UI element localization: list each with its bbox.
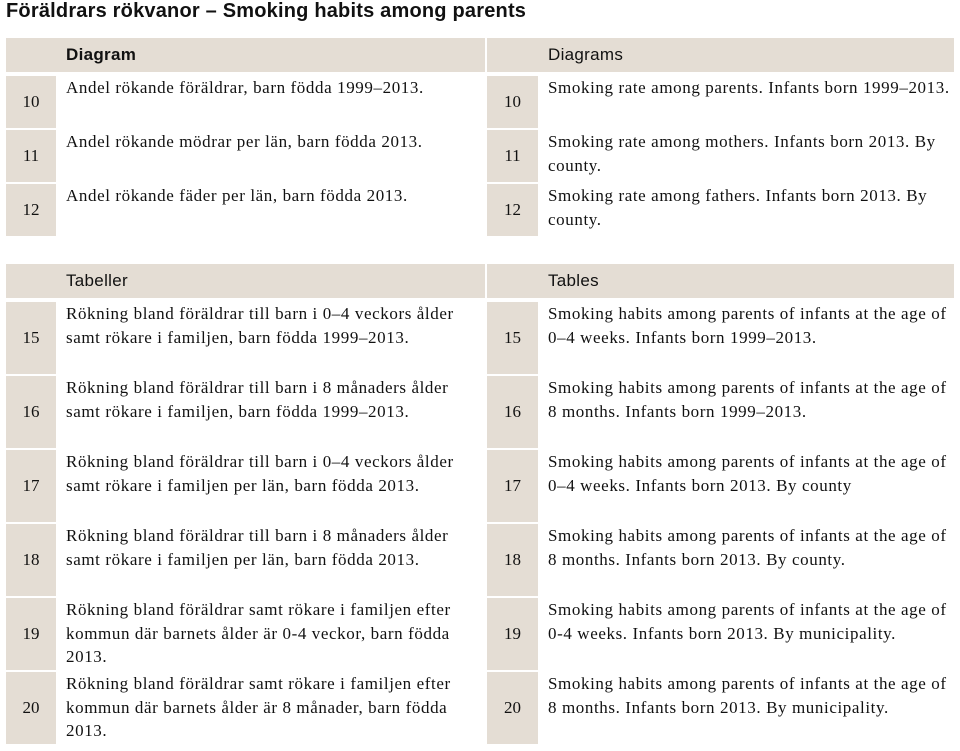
diagram-number-sv: 11 [6, 129, 56, 183]
table-title-en: Smoking habits among parents of infants at the age of 0–4 weeks. Infants born 2013. By county [538, 449, 954, 523]
table-title-en: Smoking habits among parents of infants at the age of 8 months. Infants born 2013. By county. [538, 523, 954, 597]
diagram-number-sv: 12 [6, 183, 56, 237]
diagrams-list [6, 38, 954, 238]
diagram-title-sv: Andel rökande fäder per län, barn födda 2013. [56, 183, 486, 237]
diagram-row [6, 129, 954, 183]
diagram-number-sv: 10 [6, 74, 56, 129]
diagram-title-sv: Andel rökande mödrar per län, barn födda 2013. [56, 129, 486, 183]
diagram-title-sv: Andel rökande föräldrar, barn födda 1999–2013. [56, 74, 486, 129]
header-number-cell [486, 264, 538, 300]
diagram-number-en: 11 [486, 129, 538, 183]
diagram-title-en: Smoking rate among fathers. Infants born 2013. By county. [538, 183, 954, 237]
header-number-cell [486, 38, 538, 74]
table-row [6, 597, 954, 671]
table-row [6, 671, 954, 745]
diagram-row [6, 74, 954, 129]
table-title-sv: Rökning bland föräldrar till barn i 0–4 veckors ålder samt rökare i familjen, barn födda 1999–2013. [56, 300, 486, 375]
diagrams-header-row [6, 38, 954, 74]
table-title-sv: Rökning bland föräldrar samt rökare i familjen efter kommun där barnets ålder är 8 månader, barn födda 2013. [56, 671, 486, 745]
table-title-en: Smoking habits among parents of infants at the age of 8 months. Infants born 2013. By municipality. [538, 671, 954, 745]
table-number-sv: 20 [6, 671, 56, 745]
header-number-cell [6, 38, 56, 74]
table-number-en: 17 [486, 449, 538, 523]
page-title: Föräldrars rökvanor – Smoking habits among parents [6, 0, 527, 22]
diagram-number-en: 10 [486, 74, 538, 129]
table-title-en: Smoking habits among parents of infants at the age of 8 months. Infants born 1999–2013. [538, 375, 954, 449]
table-row [6, 300, 954, 375]
table-number-en: 15 [486, 300, 538, 375]
diagrams-header-en: Diagrams [538, 38, 954, 74]
table-title-sv: Rökning bland föräldrar till barn i 8 månaders ålder samt rökare i familjen, barn födda 1999–2013. [56, 375, 486, 449]
table-number-sv: 16 [6, 375, 56, 449]
table-number-sv: 19 [6, 597, 56, 671]
table-title-en: Smoking habits among parents of infants at the age of 0–4 weeks. Infants born 1999–2013. [538, 300, 954, 375]
diagrams-header-sv: Diagram [56, 38, 486, 74]
diagram-number-en: 12 [486, 183, 538, 237]
tables-header-sv: Tabeller [56, 264, 486, 300]
tables-header-row [6, 264, 954, 300]
table-number-sv: 15 [6, 300, 56, 375]
table-row [6, 449, 954, 523]
table-number-sv: 18 [6, 523, 56, 597]
table-number-en: 19 [486, 597, 538, 671]
table-number-en: 18 [486, 523, 538, 597]
table-number-en: 20 [486, 671, 538, 745]
table-title-en: Smoking habits among parents of infants at the age of 0-4 weeks. Infants born 2013. By municipality. [538, 597, 954, 671]
tables-header-en: Tables [538, 264, 954, 300]
table-title-sv: Rökning bland föräldrar till barn i 8 månaders ålder samt rökare i familjen per län, barn födda 2013. [56, 523, 486, 597]
table-number-en: 16 [486, 375, 538, 449]
table-row [6, 523, 954, 597]
table-title-sv: Rökning bland föräldrar till barn i 0–4 veckors ålder samt rökare i familjen per län, barn födda 2013. [56, 449, 486, 523]
table-number-sv: 17 [6, 449, 56, 523]
diagram-title-en: Smoking rate among mothers. Infants born 2013. By county. [538, 129, 954, 183]
table-row [6, 375, 954, 449]
diagram-row [6, 183, 954, 237]
table-title-sv: Rökning bland föräldrar samt rökare i familjen efter kommun där barnets ålder är 0-4 veckor, barn födda 2013. [56, 597, 486, 671]
header-number-cell [6, 264, 56, 300]
diagram-title-en: Smoking rate among parents. Infants born 1999–2013. [538, 74, 954, 129]
tables-list [6, 264, 954, 746]
